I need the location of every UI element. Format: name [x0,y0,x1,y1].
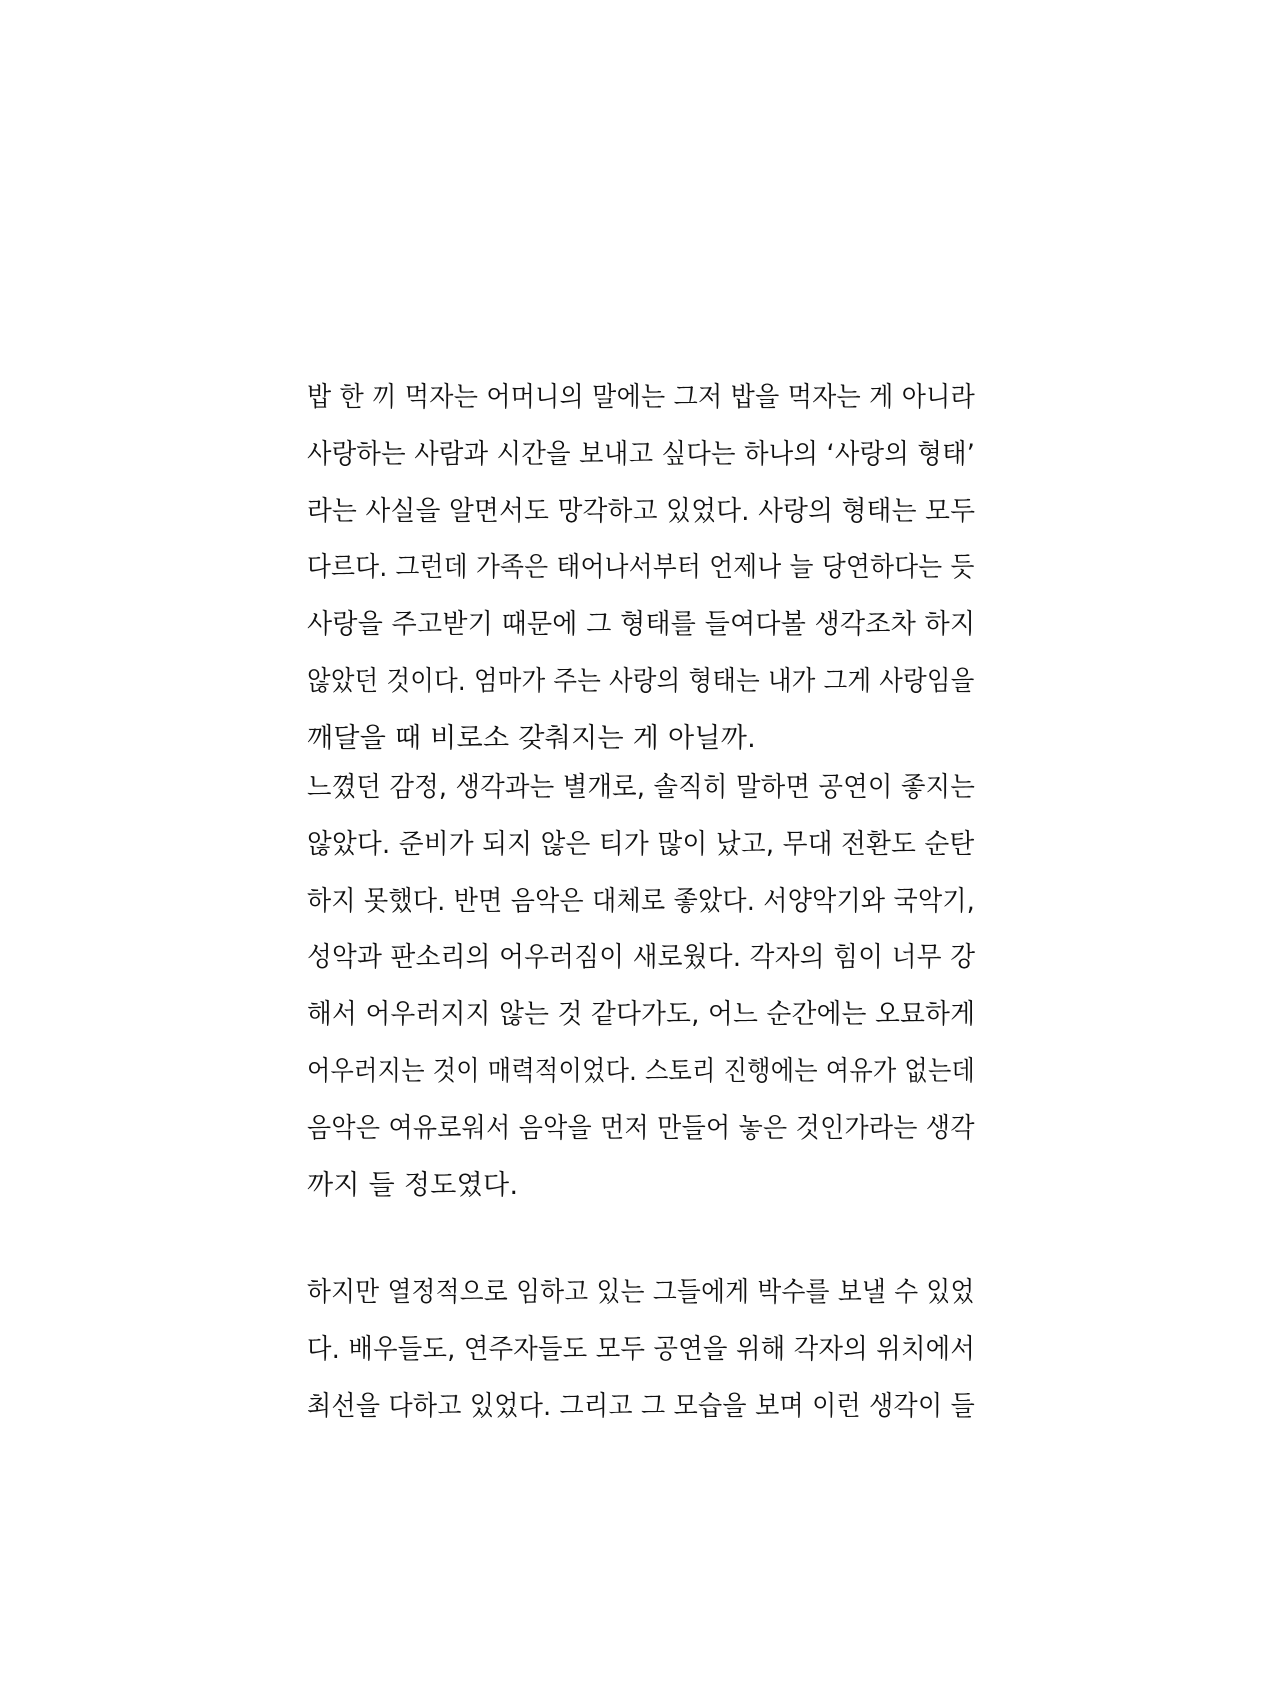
text-line: 하지 못했다. 반면 음악은 대체로 좋았다. 서양악기와 국악기, [307,885,975,917]
text-line: 않았던 것이다. 엄마가 주는 사랑의 형태는 내가 그게 사랑임을 [307,665,975,697]
text-line: 해서 어우러지지 않는 것 같다가도, 어느 순간에는 오묘하게 [307,999,976,1031]
text-line: 음악은 여유로워서 음악을 먼저 만들어 놓은 것인가라는 생각 [307,1112,975,1144]
text-line: 깨달을 때 비로소 갖춰지는 게 아닐까. [307,722,757,754]
paragraph-1 [307,370,975,768]
text-line: 성악과 판소리의 어우러짐이 새로웠다. 각자의 힘이 너무 강 [307,942,976,974]
text-line: 다. 배우들도, 연주자들도 모두 공연을 위해 각자의 위치에서 [307,1333,976,1365]
text-line: 밥 한 끼 먹자는 어머니의 말에는 그저 밥을 먹자는 게 아니라 [307,382,975,413]
text-line: 사랑하는 사람과 시간을 보내고 싶다는 하나의 ‘사랑의 형태’ [307,438,976,470]
text-line: 않았다. 준비가 되지 않은 티가 많이 났고, 무대 전환도 순탄 [307,828,975,860]
text-line: 하지만 열정적으로 임하고 있는 그들에게 박수를 보낼 수 있었 [307,1277,975,1308]
paragraph-3 [307,1265,975,1435]
text-line: 어우러지는 것이 매력적이었다. 스토리 진행에는 여유가 없는데 [307,1055,976,1087]
text-line: 느꼈던 감정, 생각과는 별개로, 솔직히 말하면 공연이 좋지는 [307,772,976,803]
paragraph-2 [307,760,975,1214]
text-line: 사랑을 주고받기 때문에 그 형태를 들여다볼 생각조차 하지 [307,609,976,641]
text-line: 다르다. 그런데 가족은 태어나서부터 언제나 늘 당연하다는 듯 [307,552,975,584]
text-line: 라는 사실을 알면서도 망각하고 있었다. 사랑의 형태는 모두 [307,495,976,527]
text-line: 최선을 다하고 있었다. 그리고 그 모습을 보며 이런 생각이 들 [307,1390,975,1422]
text-line: 까지 들 정도였다. [307,1169,519,1201]
